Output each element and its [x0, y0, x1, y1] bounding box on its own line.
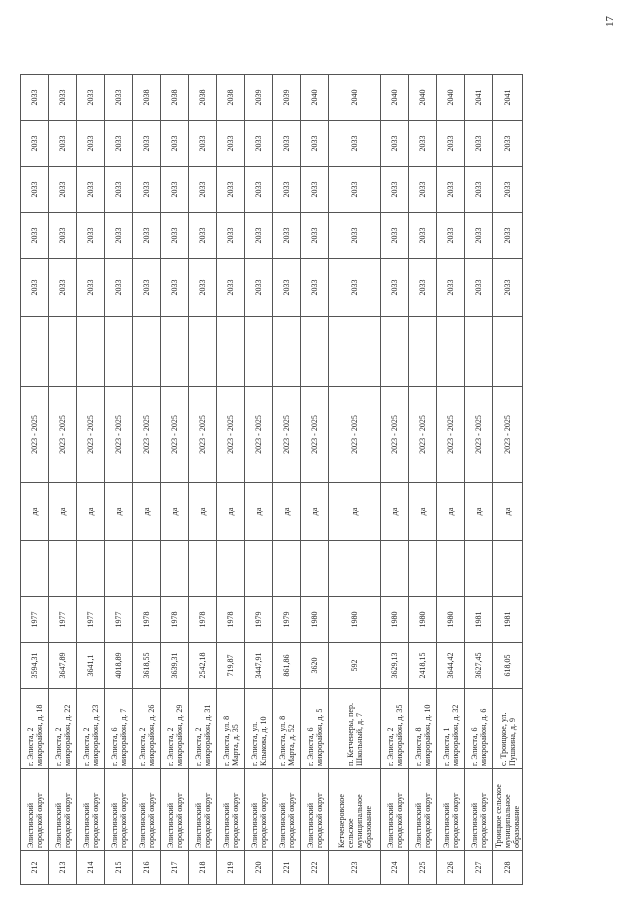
district-cell: Элистинский городской округ: [189, 769, 217, 851]
year-2-cell: 2033: [245, 213, 273, 259]
address-cell: г. Элиста, 2 микрорайон, д. 31: [189, 689, 217, 769]
year-5-cell: 2038: [217, 75, 245, 121]
year-5-cell: 2040: [301, 75, 329, 121]
period-cell: 2023 - 2025: [77, 387, 105, 483]
area-cell: 3647,89: [49, 643, 77, 689]
table-row: [49, 75, 77, 885]
year-4-cell: 2033: [133, 121, 161, 167]
flag-cell: да: [189, 483, 217, 541]
year-2-cell: 2033: [217, 213, 245, 259]
period-cell: 2023 - 2025: [189, 387, 217, 483]
year-cell: 1981: [493, 597, 523, 643]
empty-cell: [329, 317, 381, 387]
empty-cell: [161, 317, 189, 387]
empty-cell: [273, 317, 301, 387]
district-cell: Элистинский городской округ: [381, 769, 409, 851]
table-row: [77, 75, 105, 885]
period-cell: 2023 - 2025: [301, 387, 329, 483]
address-cell: п. Кетченеры, пер. Школьный, д. 7: [329, 689, 381, 769]
period-cell: 2023 - 2025: [493, 387, 523, 483]
district-cell: Троицкое сельское муниципальное образование: [493, 769, 523, 851]
housing-table: [20, 74, 523, 885]
empty-cell: [381, 541, 409, 597]
year-1-cell: 2033: [329, 259, 381, 317]
year-4-cell: 2033: [105, 121, 133, 167]
district-cell: Элистинский городской округ: [301, 769, 329, 851]
year-1-cell: 2033: [161, 259, 189, 317]
year-3-cell: 2033: [409, 167, 437, 213]
row-number: 222: [301, 851, 329, 885]
year-3-cell: 2033: [381, 167, 409, 213]
year-2-cell: 2033: [77, 213, 105, 259]
year-1-cell: 2033: [49, 259, 77, 317]
flag-cell: да: [329, 483, 381, 541]
row-number: 220: [245, 851, 273, 885]
flag-cell: да: [77, 483, 105, 541]
empty-cell: [437, 541, 465, 597]
empty-cell: [161, 541, 189, 597]
year-4-cell: 2033: [21, 121, 49, 167]
address-cell: г. Элиста, 2 микрорайон, д. 22: [49, 689, 77, 769]
row-number: 227: [465, 851, 493, 885]
year-cell: 1979: [273, 597, 301, 643]
address-cell: с. Троицкое, ул. Пушкина, д. 9: [493, 689, 523, 769]
flag-cell: да: [409, 483, 437, 541]
year-5-cell: 2041: [493, 75, 523, 121]
year-5-cell: 2038: [161, 75, 189, 121]
row-number: 216: [133, 851, 161, 885]
empty-cell: [245, 541, 273, 597]
year-2-cell: 2033: [329, 213, 381, 259]
year-1-cell: 2033: [105, 259, 133, 317]
year-3-cell: 2033: [49, 167, 77, 213]
period-cell: 2023 - 2025: [161, 387, 189, 483]
year-4-cell: 2033: [189, 121, 217, 167]
year-4-cell: 2033: [161, 121, 189, 167]
row-number: 217: [161, 851, 189, 885]
year-1-cell: 2033: [189, 259, 217, 317]
empty-cell: [49, 317, 77, 387]
year-cell: 1977: [77, 597, 105, 643]
year-5-cell: 2038: [133, 75, 161, 121]
table-row: [465, 75, 493, 885]
year-2-cell: 2033: [189, 213, 217, 259]
year-1-cell: 2033: [21, 259, 49, 317]
table-row: [161, 75, 189, 885]
address-cell: г. Элиста, 2 микрорайон, д. 26: [133, 689, 161, 769]
row-number: 225: [409, 851, 437, 885]
row-number: 214: [77, 851, 105, 885]
empty-cell: [133, 317, 161, 387]
year-5-cell: 2033: [21, 75, 49, 121]
year-2-cell: 2033: [381, 213, 409, 259]
flag-cell: да: [133, 483, 161, 541]
year-1-cell: 2033: [493, 259, 523, 317]
area-cell: 2418,15: [409, 643, 437, 689]
empty-cell: [133, 541, 161, 597]
empty-cell: [77, 317, 105, 387]
address-cell: г. Элиста, 2 микрорайон, д. 35: [381, 689, 409, 769]
year-cell: 1981: [465, 597, 493, 643]
year-1-cell: 2033: [245, 259, 273, 317]
year-5-cell: 2038: [189, 75, 217, 121]
empty-cell: [329, 541, 381, 597]
year-4-cell: 2033: [381, 121, 409, 167]
year-cell: 1977: [49, 597, 77, 643]
year-4-cell: 2033: [409, 121, 437, 167]
table-row: [105, 75, 133, 885]
year-5-cell: 2033: [77, 75, 105, 121]
year-3-cell: 2033: [329, 167, 381, 213]
row-number: 213: [49, 851, 77, 885]
year-cell: 1978: [133, 597, 161, 643]
flag-cell: да: [21, 483, 49, 541]
empty-cell: [77, 541, 105, 597]
district-cell: Элистинский городской округ: [437, 769, 465, 851]
row-number: 226: [437, 851, 465, 885]
year-5-cell: 2040: [409, 75, 437, 121]
address-cell: г. Элиста, ул. 8 Марта, д. 52: [273, 689, 301, 769]
year-4-cell: 2033: [465, 121, 493, 167]
empty-cell: [189, 541, 217, 597]
empty-cell: [273, 541, 301, 597]
year-4-cell: 2033: [217, 121, 245, 167]
year-3-cell: 2033: [105, 167, 133, 213]
address-cell: г. Элиста, 2 микрорайон, д. 23: [77, 689, 105, 769]
year-3-cell: 2033: [189, 167, 217, 213]
table-row: [245, 75, 273, 885]
district-cell: Элистинский городской округ: [465, 769, 493, 851]
period-cell: 2023 - 2025: [381, 387, 409, 483]
table-row: [189, 75, 217, 885]
row-number: 219: [217, 851, 245, 885]
empty-cell: [437, 317, 465, 387]
period-cell: 2023 - 2025: [465, 387, 493, 483]
empty-cell: [21, 541, 49, 597]
address-cell: г. Элиста, ул. Клыкова, д. 10: [245, 689, 273, 769]
table-row: [493, 75, 523, 885]
year-cell: 1980: [437, 597, 465, 643]
period-cell: 2023 - 2025: [21, 387, 49, 483]
row-number: 221: [273, 851, 301, 885]
year-3-cell: 2033: [437, 167, 465, 213]
period-cell: 2023 - 2025: [409, 387, 437, 483]
year-4-cell: 2033: [329, 121, 381, 167]
district-cell: Элистинский городской округ: [49, 769, 77, 851]
year-2-cell: 2033: [21, 213, 49, 259]
period-cell: 2023 - 2025: [133, 387, 161, 483]
row-number: 228: [493, 851, 523, 885]
flag-cell: да: [245, 483, 273, 541]
year-1-cell: 2033: [77, 259, 105, 317]
district-cell: Элистинский городской округ: [133, 769, 161, 851]
flag-cell: да: [301, 483, 329, 541]
district-cell: Элистинский городской округ: [245, 769, 273, 851]
year-cell: 1978: [217, 597, 245, 643]
table-row: [217, 75, 245, 885]
year-2-cell: 2033: [133, 213, 161, 259]
empty-cell: [465, 317, 493, 387]
year-3-cell: 2033: [493, 167, 523, 213]
year-4-cell: 2033: [77, 121, 105, 167]
area-cell: 3627,45: [465, 643, 493, 689]
year-1-cell: 2033: [217, 259, 245, 317]
year-2-cell: 2033: [273, 213, 301, 259]
year-5-cell: 2033: [49, 75, 77, 121]
year-2-cell: 2033: [161, 213, 189, 259]
flag-cell: да: [493, 483, 523, 541]
year-1-cell: 2033: [301, 259, 329, 317]
empty-cell: [409, 541, 437, 597]
year-5-cell: 2039: [245, 75, 273, 121]
year-cell: 1978: [161, 597, 189, 643]
year-5-cell: 2040: [437, 75, 465, 121]
address-cell: г. Элиста, 8 микрорайон, д. 10: [409, 689, 437, 769]
table-row: [329, 75, 381, 885]
year-1-cell: 2033: [465, 259, 493, 317]
district-cell: Элистинский городской округ: [273, 769, 301, 851]
year-5-cell: 2040: [381, 75, 409, 121]
year-2-cell: 2033: [493, 213, 523, 259]
period-cell: 2023 - 2025: [217, 387, 245, 483]
year-5-cell: 2033: [105, 75, 133, 121]
area-cell: 4018,89: [105, 643, 133, 689]
table-row: [133, 75, 161, 885]
area-cell: 3594,31: [21, 643, 49, 689]
address-cell: г. Элиста, 2 микрорайон, д. 18: [21, 689, 49, 769]
year-cell: 1980: [329, 597, 381, 643]
area-cell: 3644,42: [437, 643, 465, 689]
flag-cell: да: [273, 483, 301, 541]
table-row: [409, 75, 437, 885]
area-cell: 861,86: [273, 643, 301, 689]
empty-cell: [493, 317, 523, 387]
flag-cell: да: [217, 483, 245, 541]
empty-cell: [49, 541, 77, 597]
district-cell: Элистинский городской округ: [409, 769, 437, 851]
flag-cell: да: [381, 483, 409, 541]
area-cell: 3639,31: [161, 643, 189, 689]
year-2-cell: 2033: [409, 213, 437, 259]
year-3-cell: 2033: [77, 167, 105, 213]
year-2-cell: 2033: [49, 213, 77, 259]
empty-cell: [301, 317, 329, 387]
address-cell: г. Элиста, 2 микрорайон, д. 29: [161, 689, 189, 769]
year-3-cell: 2033: [273, 167, 301, 213]
district-cell: Элистинский городской округ: [217, 769, 245, 851]
period-cell: 2023 - 2025: [245, 387, 273, 483]
area-cell: 592: [329, 643, 381, 689]
year-4-cell: 2033: [301, 121, 329, 167]
year-1-cell: 2033: [273, 259, 301, 317]
address-cell: г. Элиста, ул. 8 Марта, д. 35: [217, 689, 245, 769]
area-cell: 3618,55: [133, 643, 161, 689]
year-2-cell: 2033: [301, 213, 329, 259]
district-cell: Элистинский городской округ: [21, 769, 49, 851]
year-2-cell: 2033: [437, 213, 465, 259]
year-1-cell: 2033: [133, 259, 161, 317]
period-cell: 2023 - 2025: [437, 387, 465, 483]
empty-cell: [465, 541, 493, 597]
table-row: [381, 75, 409, 885]
year-4-cell: 2033: [493, 121, 523, 167]
empty-cell: [105, 541, 133, 597]
district-cell: Элистинский городской округ: [105, 769, 133, 851]
empty-cell: [245, 317, 273, 387]
period-cell: 2023 - 2025: [273, 387, 301, 483]
address-cell: г. Элиста, 6 микрорайон, д. 7: [105, 689, 133, 769]
year-5-cell: 2040: [329, 75, 381, 121]
year-3-cell: 2033: [245, 167, 273, 213]
flag-cell: да: [437, 483, 465, 541]
address-cell: г. Элиста, 6 микрорайон, д. 5: [301, 689, 329, 769]
year-5-cell: 2041: [465, 75, 493, 121]
year-3-cell: 2033: [133, 167, 161, 213]
flag-cell: да: [105, 483, 133, 541]
year-3-cell: 2033: [217, 167, 245, 213]
flag-cell: да: [465, 483, 493, 541]
row-number: 218: [189, 851, 217, 885]
year-cell: 1977: [21, 597, 49, 643]
year-3-cell: 2033: [161, 167, 189, 213]
year-4-cell: 2033: [245, 121, 273, 167]
year-cell: 1980: [381, 597, 409, 643]
empty-cell: [217, 541, 245, 597]
row-number: 212: [21, 851, 49, 885]
year-1-cell: 2033: [437, 259, 465, 317]
year-5-cell: 2039: [273, 75, 301, 121]
area-cell: 618,05: [493, 643, 523, 689]
area-cell: 3641,1: [77, 643, 105, 689]
empty-cell: [105, 317, 133, 387]
district-cell: Элистинский городской округ: [77, 769, 105, 851]
empty-cell: [409, 317, 437, 387]
table-row: [301, 75, 329, 885]
year-2-cell: 2033: [465, 213, 493, 259]
empty-cell: [217, 317, 245, 387]
row-number: 223: [329, 851, 381, 885]
period-cell: 2023 - 2025: [329, 387, 381, 483]
year-cell: 1977: [105, 597, 133, 643]
empty-cell: [21, 317, 49, 387]
year-3-cell: 2033: [301, 167, 329, 213]
area-cell: 3447,91: [245, 643, 273, 689]
address-cell: г. Элиста, 6 микрорайон, д. 6: [465, 689, 493, 769]
area-cell: 2542,18: [189, 643, 217, 689]
year-1-cell: 2033: [381, 259, 409, 317]
empty-cell: [381, 317, 409, 387]
table-row: [437, 75, 465, 885]
period-cell: 2023 - 2025: [49, 387, 77, 483]
year-cell: 1980: [409, 597, 437, 643]
area-cell: 719,87: [217, 643, 245, 689]
empty-cell: [189, 317, 217, 387]
flag-cell: да: [49, 483, 77, 541]
year-cell: 1978: [189, 597, 217, 643]
page-number: 17: [604, 16, 616, 27]
year-2-cell: 2033: [105, 213, 133, 259]
address-cell: г. Элиста, 1 микрорайон, д. 32: [437, 689, 465, 769]
empty-cell: [493, 541, 523, 597]
area-cell: 3629,13: [381, 643, 409, 689]
table-row: [273, 75, 301, 885]
table-row: [21, 75, 49, 885]
row-number: 215: [105, 851, 133, 885]
district-cell: Кетченеровское сельское муниципальное образование: [329, 769, 381, 851]
year-4-cell: 2033: [437, 121, 465, 167]
area-cell: 3620: [301, 643, 329, 689]
year-3-cell: 2033: [21, 167, 49, 213]
year-1-cell: 2033: [409, 259, 437, 317]
year-3-cell: 2033: [465, 167, 493, 213]
row-number: 224: [381, 851, 409, 885]
empty-cell: [301, 541, 329, 597]
district-cell: Элистинский городской округ: [161, 769, 189, 851]
year-cell: 1979: [245, 597, 273, 643]
year-4-cell: 2033: [49, 121, 77, 167]
period-cell: 2023 - 2025: [105, 387, 133, 483]
year-4-cell: 2033: [273, 121, 301, 167]
flag-cell: да: [161, 483, 189, 541]
year-cell: 1980: [301, 597, 329, 643]
